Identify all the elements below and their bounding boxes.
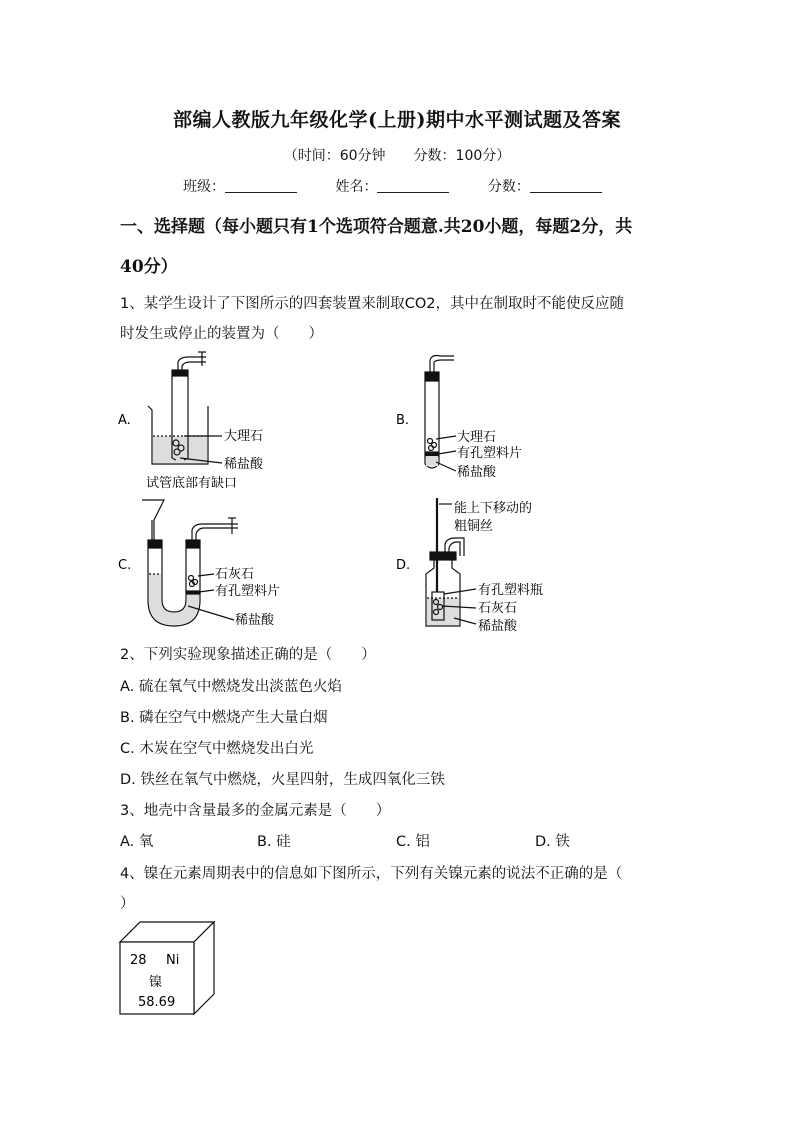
label-b-marble: 大理石 — [457, 430, 497, 445]
q2-option-d[interactable]: D. 铁丝在氧气中燃烧，火星四射，生成四氧化三铁 — [120, 772, 445, 788]
name-blank[interactable] — [377, 178, 449, 193]
q3-option-b[interactable]: B. 硅 — [257, 834, 291, 850]
label-c-acid: 稀盐酸 — [235, 613, 275, 628]
label-d-wire-2: 粗铜丝 — [454, 519, 494, 534]
label-d-wire-1: 能上下移动的 — [454, 501, 533, 516]
atomic-mass: 58.69 — [138, 995, 176, 1010]
apparatus-c — [118, 496, 318, 636]
label-a-note: 试管底部有缺口 — [146, 476, 238, 491]
label-a-marble: 大理石 — [224, 429, 264, 444]
score-label: 分数： — [487, 179, 530, 195]
label-b: B. — [396, 413, 410, 428]
q3-option-c[interactable]: C. 铝 — [396, 834, 430, 850]
q4-stem-line1: 4、镍在元素周期表中的信息如下图所示，下列有关镍元素的说法不正确的是（ — [120, 866, 623, 882]
apparatus-d — [394, 496, 594, 636]
q1-stem-line2: 时发生或停止的装置为（ ） — [120, 326, 323, 342]
q4-stem-line2: ） — [120, 896, 135, 912]
q3-option-d[interactable]: D. 铁 — [535, 834, 570, 850]
element-cell-nickel — [118, 920, 218, 1016]
label-c-limestone: 石灰石 — [215, 567, 255, 582]
label-b-plate: 有孔塑料片 — [457, 446, 523, 461]
label-c: C. — [118, 558, 132, 573]
name-label: 姓名： — [335, 179, 378, 195]
exam-info: （时间：60分钟 分数：100分） — [283, 148, 511, 164]
atomic-number: 28 — [130, 953, 147, 968]
label-c-plate: 有孔塑料片 — [215, 584, 281, 599]
class-label: 班级： — [183, 179, 225, 195]
label-d-acid: 稀盐酸 — [478, 619, 518, 634]
label-d-bottle: 有孔塑料瓶 — [478, 583, 544, 598]
q2-stem: 2、下列实验现象描述正确的是（ ） — [120, 647, 376, 663]
section-heading-line2: 40分） — [120, 257, 178, 277]
label-d-limestone: 石灰石 — [478, 601, 518, 616]
q2-option-b[interactable]: B. 磷在空气中燃烧产生大量白烟 — [120, 710, 328, 726]
student-fields — [183, 176, 636, 196]
q1-stem-line1: 1、某学生设计了下图所示的四套装置来制取CO2，其中在制取时不能使反应随 — [120, 296, 624, 312]
label-a: A. — [118, 413, 131, 428]
q2-option-a[interactable]: A. 硫在氧气中燃烧发出淡蓝色火焰 — [120, 679, 342, 695]
q3-option-a[interactable]: A. 氧 — [120, 834, 154, 850]
q3-stem: 3、地壳中含量最多的金属元素是（ ） — [120, 803, 391, 819]
label-a-acid: 稀盐酸 — [224, 457, 264, 472]
apparatus-a — [118, 348, 318, 496]
apparatus-b — [394, 354, 574, 484]
element-symbol: Ni — [166, 953, 180, 968]
q2-option-c[interactable]: C. 木炭在空气中燃烧发出白光 — [120, 741, 314, 757]
label-d: D. — [396, 558, 411, 573]
label-b-acid: 稀盐酸 — [457, 465, 497, 480]
page-title: 部编人教版九年级化学(上册)期中水平测试题及答案 — [173, 109, 621, 131]
score-blank[interactable] — [530, 178, 602, 193]
class-blank[interactable] — [225, 178, 297, 193]
element-name: 镍 — [149, 975, 163, 990]
section-heading-line1: 一、选择题（每小题只有1个选项符合题意.共20小题，每题2分，共 — [120, 217, 633, 237]
